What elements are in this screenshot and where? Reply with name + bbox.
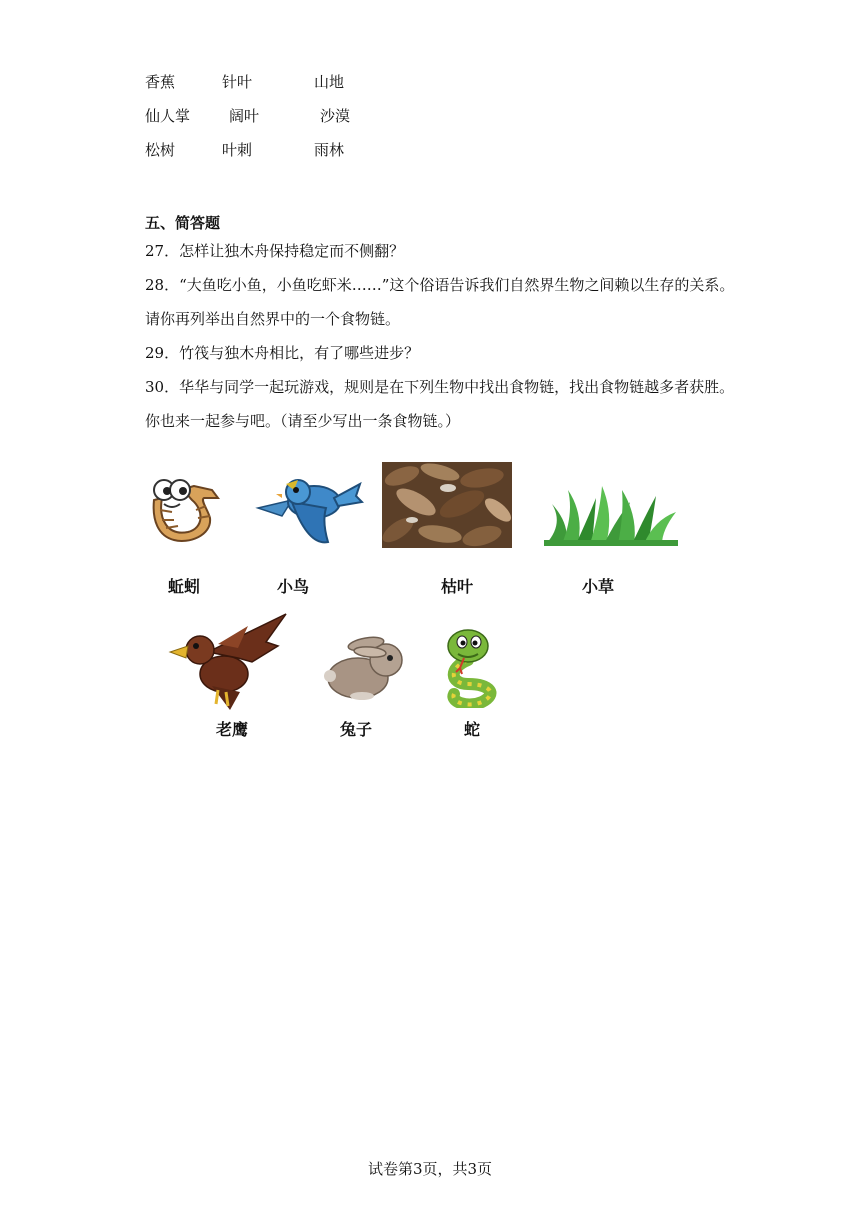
- question-27: 27．怎样让独木舟保持稳定而不侧翻？: [145, 242, 405, 260]
- organism-label: 兔子: [340, 720, 373, 739]
- rabbit-image: [322, 632, 406, 702]
- match-item: 沙漠: [320, 107, 351, 125]
- question-30: 30．华华与同学一起玩游戏，规则是在下列生物中找出食物链，找出食物链越多者获胜。: [145, 378, 735, 396]
- organism-label: 蚯蚓: [168, 577, 201, 596]
- earthworm-image: [148, 470, 228, 546]
- question-29: 29．竹筏与独木舟相比，有了哪些进步？: [145, 344, 420, 362]
- question-28-continued: 请你再列举出自然界中的一个食物链。: [145, 310, 401, 328]
- snake-image: [438, 624, 510, 708]
- eagle-image: [168, 612, 288, 712]
- organism-label: 老鹰: [216, 720, 249, 739]
- page-footer: 试卷第3页，共3页: [367, 1160, 493, 1178]
- match-item: 针叶: [222, 73, 253, 91]
- bird-image: [252, 472, 364, 546]
- match-item: 雨林: [314, 141, 345, 159]
- match-item: 阔叶: [229, 107, 260, 125]
- match-item: 山地: [314, 73, 345, 91]
- organism-label: 蛇: [464, 720, 481, 739]
- match-item: 叶刺: [222, 141, 253, 159]
- question-30-continued: 你也来一起参与吧。（请至少写出一条食物链。）: [145, 412, 461, 430]
- question-28: 28．“大鱼吃小鱼，小鱼吃虾米……”这个俗语告诉我们自然界生物之间赖以生存的关系。: [145, 276, 735, 294]
- match-item: 松树: [145, 141, 176, 159]
- match-item: 仙人掌: [145, 107, 191, 125]
- section-heading: 五、简答题: [145, 214, 221, 232]
- match-item: 香蕉: [145, 73, 176, 91]
- dead-leaves-image: [382, 462, 512, 548]
- organism-label: 小鸟: [277, 577, 310, 596]
- organism-label: 小草: [582, 577, 615, 596]
- organism-label: 枯叶: [441, 577, 474, 596]
- grass-image: [544, 484, 678, 546]
